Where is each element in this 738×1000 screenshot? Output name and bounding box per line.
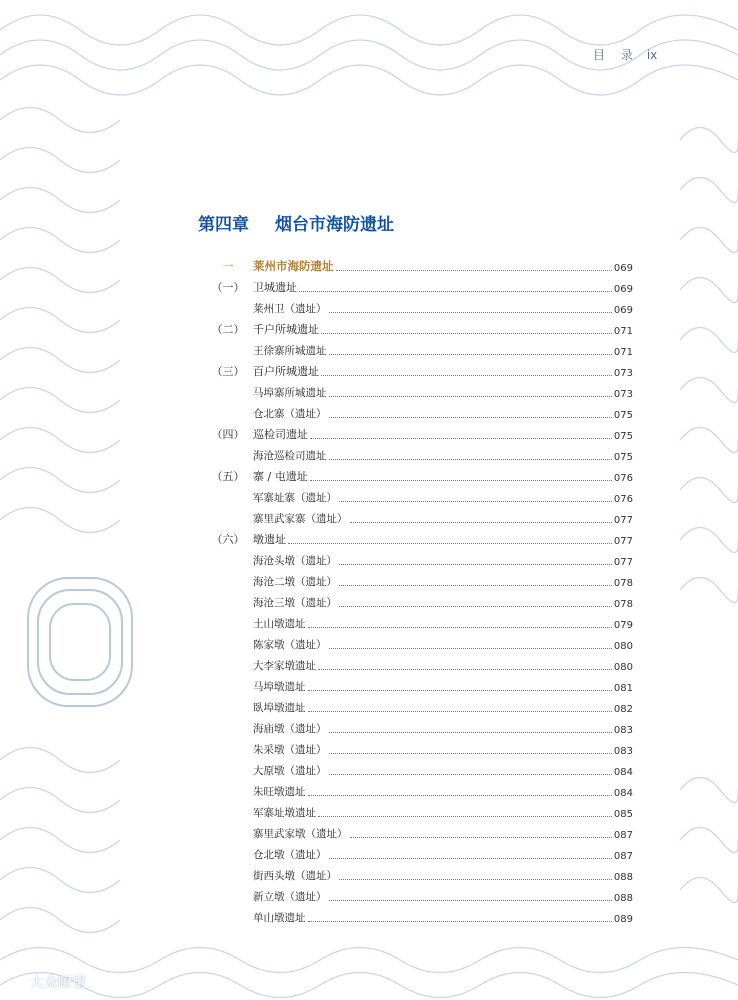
toc-entry[interactable] bbox=[203, 694, 633, 715]
toc-entry-title: 单山墩遗址 bbox=[253, 912, 306, 924]
toc-entry-page: 089 bbox=[613, 914, 633, 925]
dot-leader bbox=[329, 311, 612, 313]
toc-entry-page: 080 bbox=[613, 641, 633, 652]
toc-entry-title: 莱州卫（遗址） bbox=[253, 303, 327, 315]
toc-entry-page: 077 bbox=[613, 557, 633, 568]
dot-leader bbox=[329, 899, 612, 901]
toc-entry-page: 076 bbox=[613, 473, 633, 484]
toc-entry[interactable] bbox=[203, 862, 633, 883]
toc-entry-index: 一 bbox=[222, 260, 234, 273]
toc-entry-title: 街西头墩（遗址） bbox=[253, 870, 337, 882]
toc-entry[interactable] bbox=[203, 484, 633, 505]
dot-leader bbox=[329, 752, 612, 754]
toc-entry[interactable] bbox=[203, 736, 633, 757]
toc-entry[interactable] bbox=[203, 400, 633, 421]
dot-leader bbox=[321, 332, 612, 334]
toc-entry[interactable] bbox=[203, 337, 633, 358]
toc-entry-title: 墩遗址 bbox=[253, 533, 286, 546]
toc-entry-index: （三） bbox=[211, 365, 245, 378]
dot-leader bbox=[329, 731, 612, 733]
toc-entry-page: 069 bbox=[613, 305, 633, 316]
toc-entry-index: （五） bbox=[211, 470, 245, 483]
toc-entry-page: 071 bbox=[613, 347, 633, 358]
toc-entry-index: （六） bbox=[211, 533, 245, 546]
toc-entry-page: 077 bbox=[613, 515, 633, 526]
toc-entry-page: 083 bbox=[613, 725, 633, 736]
toc-entry-title: 仓北墩（遗址） bbox=[253, 849, 327, 861]
toc-entry-page: 077 bbox=[613, 536, 633, 547]
dot-leader bbox=[329, 458, 612, 460]
dot-leader bbox=[350, 521, 612, 523]
dot-leader bbox=[339, 878, 612, 880]
toc-entry-index: （一） bbox=[211, 281, 245, 294]
toc-entry-page: 071 bbox=[613, 326, 633, 337]
toc-entry[interactable] bbox=[203, 589, 633, 610]
toc-entry-page: 084 bbox=[613, 767, 633, 778]
toc-entry-index: （四） bbox=[211, 428, 245, 441]
toc-entry[interactable] bbox=[203, 526, 633, 547]
dot-leader bbox=[336, 269, 612, 271]
dot-leader bbox=[329, 395, 612, 397]
toc-entry[interactable] bbox=[203, 715, 633, 736]
toc-entry[interactable] bbox=[203, 820, 633, 841]
dot-leader bbox=[310, 437, 612, 439]
running-head bbox=[593, 46, 673, 63]
toc-entry-page: 085 bbox=[613, 809, 633, 820]
toc-entry-page: 076 bbox=[613, 494, 633, 505]
toc-entry[interactable] bbox=[203, 274, 633, 295]
toc-entry-title: 臥埠墩遗址 bbox=[253, 702, 306, 714]
toc-entry-title: 仓北寨（遗址） bbox=[253, 408, 327, 420]
toc-entry-page: 083 bbox=[613, 746, 633, 757]
dot-leader bbox=[339, 500, 612, 502]
running-head-label: 目 录 bbox=[593, 48, 639, 62]
toc-entry[interactable] bbox=[203, 442, 633, 463]
watermark bbox=[4, 972, 86, 992]
toc-entry[interactable] bbox=[203, 358, 633, 379]
toc-entry[interactable] bbox=[203, 904, 633, 925]
dot-leader bbox=[318, 668, 612, 670]
toc-entry-title: 新立墩（遗址） bbox=[253, 891, 327, 903]
toc-entry-page: 073 bbox=[613, 389, 633, 400]
toc-entry[interactable] bbox=[203, 295, 633, 316]
dot-leader bbox=[308, 710, 612, 712]
table-of-contents bbox=[203, 253, 633, 925]
toc-entry-page: 069 bbox=[613, 284, 633, 295]
toc-entry-page: 084 bbox=[613, 788, 633, 799]
toc-entry[interactable] bbox=[203, 799, 633, 820]
toc-entry-page: 078 bbox=[613, 578, 633, 589]
toc-entry-title: 军寨址寨（遗址） bbox=[253, 492, 337, 504]
toc-entry-title: 朱采墩（遗址） bbox=[253, 744, 327, 756]
dot-leader bbox=[321, 374, 612, 376]
toc-entry-title: 陈家墩（遗址） bbox=[253, 639, 327, 651]
dot-leader bbox=[308, 920, 612, 922]
toc-entry[interactable] bbox=[203, 505, 633, 526]
dot-leader bbox=[329, 647, 612, 649]
toc-entry-title: 莱州市海防遗址 bbox=[253, 259, 334, 273]
toc-entry[interactable] bbox=[203, 673, 633, 694]
dot-leader bbox=[339, 584, 612, 586]
toc-entry-page: 073 bbox=[613, 368, 633, 379]
toc-entry-title: 海沧二墩（遗址） bbox=[253, 576, 337, 588]
toc-entry-page: 075 bbox=[613, 410, 633, 421]
toc-entry-title: 寨里武家墩（遗址） bbox=[253, 828, 348, 840]
dot-leader bbox=[350, 836, 612, 838]
toc-entry[interactable] bbox=[203, 253, 633, 274]
page-number: ix bbox=[646, 48, 658, 62]
dot-leader bbox=[310, 479, 612, 481]
toc-entry-title: 海沧头墩（遗址） bbox=[253, 555, 337, 567]
toc-entry-page: 080 bbox=[613, 662, 633, 673]
dot-leader bbox=[339, 605, 612, 607]
dot-leader bbox=[329, 857, 612, 859]
toc-entry-title: 马埠寨所城遗址 bbox=[253, 387, 327, 399]
toc-entry[interactable] bbox=[203, 547, 633, 568]
toc-entry-title: 海庙墩（遗址） bbox=[253, 723, 327, 735]
toc-entry-page: 078 bbox=[613, 599, 633, 610]
toc-entry-title: 海沧巡检司遗址 bbox=[253, 450, 327, 462]
toc-entry-title: 大李家墩遗址 bbox=[253, 660, 316, 672]
toc-entry[interactable] bbox=[203, 379, 633, 400]
toc-entry-title: 寨里武家寨（遗址） bbox=[253, 513, 348, 525]
toc-entry-page: 082 bbox=[613, 704, 633, 715]
toc-entry[interactable] bbox=[203, 316, 633, 337]
toc-entry-title: 军寨址墩遗址 bbox=[253, 807, 316, 819]
toc-entry-index: （二） bbox=[211, 323, 245, 336]
dot-leader bbox=[308, 689, 612, 691]
toc-entry-page: 088 bbox=[613, 872, 633, 883]
chapter-title: 烟台市海防遗址 bbox=[275, 215, 394, 235]
toc-entry[interactable] bbox=[203, 757, 633, 778]
toc-entry-page: 088 bbox=[613, 893, 633, 904]
toc-entry-title: 卫城遗址 bbox=[253, 281, 297, 294]
toc-entry-page: 079 bbox=[613, 620, 633, 631]
dot-leader bbox=[308, 794, 612, 796]
toc-entry-title: 朱旺墩遗址 bbox=[253, 786, 306, 798]
toc-entry[interactable] bbox=[203, 421, 633, 442]
toc-entry[interactable] bbox=[203, 778, 633, 799]
toc-entry[interactable] bbox=[203, 610, 633, 631]
toc-entry-page: 087 bbox=[613, 851, 633, 862]
toc-entry-title: 土山墩遗址 bbox=[253, 618, 306, 630]
dot-leader bbox=[299, 290, 612, 292]
toc-entry-title: 巡检司遗址 bbox=[253, 428, 308, 441]
toc-entry[interactable] bbox=[203, 568, 633, 589]
toc-entry[interactable] bbox=[203, 463, 633, 484]
toc-entry-page: 081 bbox=[613, 683, 633, 694]
dot-leader bbox=[318, 815, 612, 817]
toc-entry-title: 寨 / 屯遗址 bbox=[253, 470, 308, 483]
dot-leader bbox=[329, 416, 612, 418]
toc-entry[interactable] bbox=[203, 631, 633, 652]
dot-leader bbox=[329, 353, 612, 355]
toc-entry-page: 075 bbox=[613, 452, 633, 463]
toc-entry[interactable] bbox=[203, 883, 633, 904]
dot-leader bbox=[329, 773, 612, 775]
chapter-number: 第四章 bbox=[198, 215, 249, 235]
dot-leader bbox=[308, 626, 612, 628]
toc-entry-title: 马埠墩遗址 bbox=[253, 681, 306, 693]
chapter-heading bbox=[198, 210, 394, 235]
toc-entry-page: 075 bbox=[613, 431, 633, 442]
dot-leader bbox=[339, 563, 612, 565]
toc-entry[interactable] bbox=[203, 652, 633, 673]
toc-entry-page: 069 bbox=[613, 263, 633, 274]
toc-entry-title: 百户所城遗址 bbox=[253, 365, 319, 378]
toc-entry-title: 大原墩（遗址） bbox=[253, 765, 327, 777]
toc-entry-title: 千户所城遗址 bbox=[253, 323, 319, 336]
toc-entry-title: 海沧三墩（遗址） bbox=[253, 597, 337, 609]
watermark-text: 大众瞭望 bbox=[30, 975, 86, 991]
dot-leader bbox=[288, 542, 612, 544]
toc-entry-title: 王徐寨所城遗址 bbox=[253, 345, 327, 357]
toc-entry-page: 087 bbox=[613, 830, 633, 841]
toc-entry[interactable] bbox=[203, 841, 633, 862]
